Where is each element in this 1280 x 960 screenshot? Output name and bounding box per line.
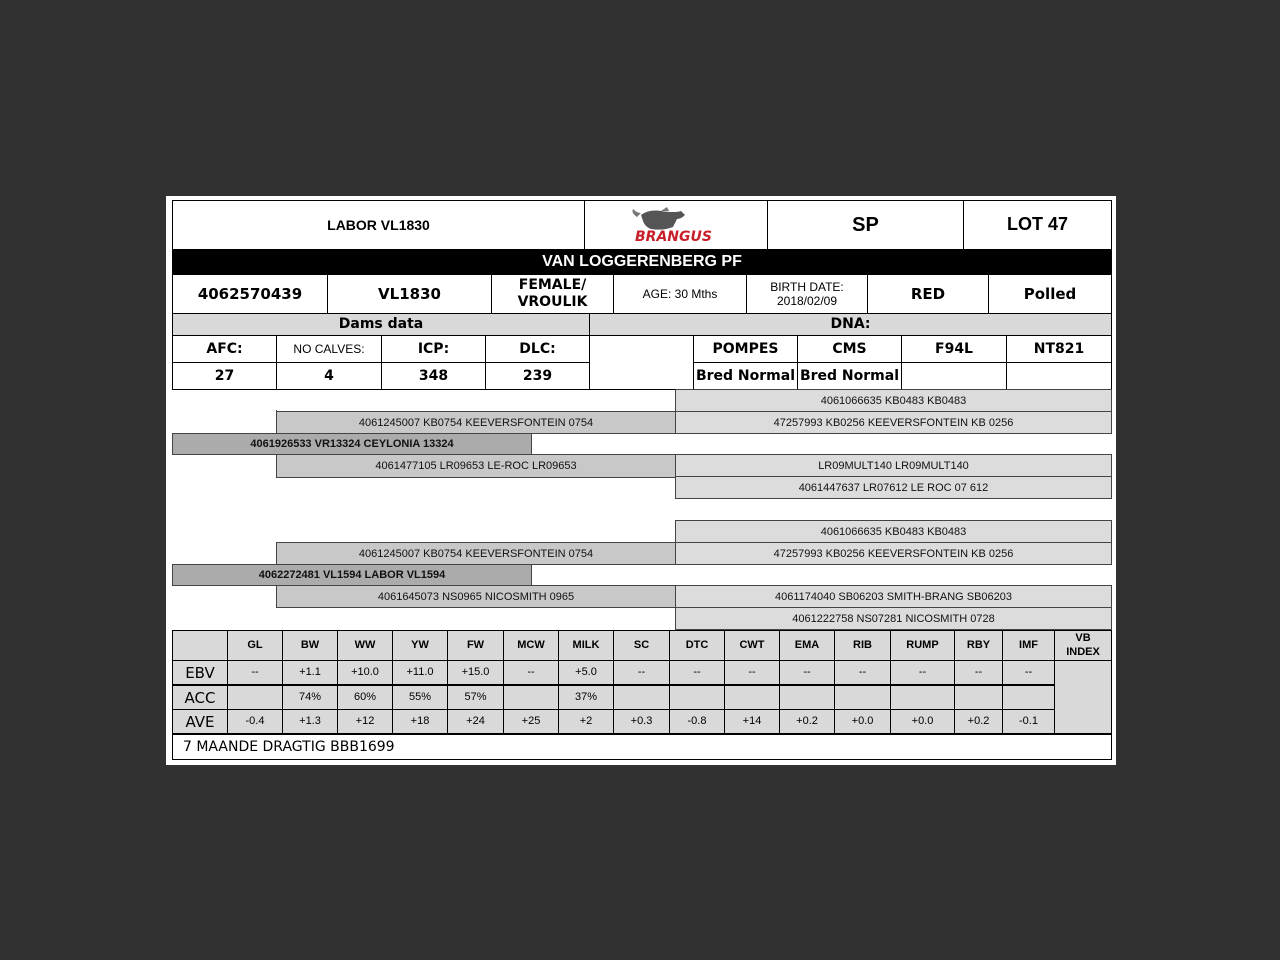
ebv-header-bw: BW <box>282 630 338 661</box>
ebv-cell: -- <box>890 660 955 685</box>
dams-value-dlc: 239 <box>485 362 590 390</box>
ebv-row-label-ave: AVE <box>172 709 228 734</box>
birth-date-value: 2018/02/09 <box>776 294 838 308</box>
dna-title: DNA: <box>589 313 1112 336</box>
ebv-cell: +18 <box>392 709 448 734</box>
ebv-header-rby: RBY <box>954 630 1003 661</box>
dna-value-f94l <box>901 362 1007 390</box>
pedigree-sire-dam: 4061477105 LR09653 LE-ROC LR09653 <box>276 454 676 478</box>
pedigree-sire: 4061926533 VR13324 CEYLONIA 13324 <box>172 433 532 455</box>
ebv-cell: +0.2 <box>954 709 1003 734</box>
ebv-cell: +15.0 <box>447 660 504 685</box>
ebv-header-rib: RIB <box>834 630 891 661</box>
pedigree-sire-dam-sire: LR09MULT140 LR09MULT140 <box>675 454 1112 477</box>
ebv-cell: -- <box>613 660 670 685</box>
brangus-logo <box>584 200 768 250</box>
ebv-cell <box>669 685 725 710</box>
ebv-cell: -- <box>227 660 283 685</box>
ebv-cell: 60% <box>337 685 393 710</box>
tag-number: VL1830 <box>327 274 492 314</box>
ebv-cell: +14 <box>724 709 780 734</box>
dna-header-nt821: NT821 <box>1006 335 1112 363</box>
ebv-cell <box>834 685 891 710</box>
ebv-header-gl: GL <box>227 630 283 661</box>
ebv-cell <box>724 685 780 710</box>
ebv-header-dtc: DTC <box>669 630 725 661</box>
ebv-cell: +0.0 <box>890 709 955 734</box>
ebv-row-label-ebv: EBV <box>172 660 228 685</box>
ebv-cell: +2 <box>558 709 614 734</box>
ebv-cell: -- <box>503 660 559 685</box>
ebv-cell: -- <box>669 660 725 685</box>
ebv-header-rump: RUMP <box>890 630 955 661</box>
color-field: RED <box>867 274 989 314</box>
ebv-cell: +0.0 <box>834 709 891 734</box>
ebv-cell: +25 <box>503 709 559 734</box>
sex-line2: VROULIK <box>517 294 588 310</box>
ebv-cell: -- <box>1002 660 1055 685</box>
ebv-cell: +24 <box>447 709 504 734</box>
ebv-cell <box>227 685 283 710</box>
pedigree-dam-sire-dam: 47257993 KB0256 KEEVERSFONTEIN KB 0256 <box>675 542 1112 565</box>
dams-data-title: Dams data <box>172 313 590 336</box>
ebv-cell: +5.0 <box>558 660 614 685</box>
dna-value-nt821 <box>1006 362 1112 390</box>
dna-value-cms: Bred Normal <box>797 362 902 390</box>
dna-header-cms: CMS <box>797 335 902 363</box>
dna-blank-cell <box>589 335 694 390</box>
ebv-cell: 37% <box>558 685 614 710</box>
ebv-cell: -0.8 <box>669 709 725 734</box>
dna-header-pompes: POMPES <box>693 335 798 363</box>
ebv-cell: +11.0 <box>392 660 448 685</box>
vb-index-vb_line1: VB <box>1075 632 1091 645</box>
ebv-header-milk: MILK <box>558 630 614 661</box>
vb-index-vb_line2: INDEX <box>1066 645 1100 658</box>
birth-date-label: BIRTH DATE: <box>770 279 844 294</box>
pedigree-dam-dam-sire: 4061174040 SB06203 SMITH-BRANG SB06203 <box>675 585 1112 608</box>
ebv-header-ww: WW <box>337 630 393 661</box>
ebv-header-sc: SC <box>613 630 670 661</box>
pedigree-sire-sire-sire: 4061066635 KB0483 KB0483 <box>675 389 1112 412</box>
dams-header-afc: AFC: <box>172 335 277 363</box>
animal-name: LABOR VL1830 <box>172 200 585 250</box>
ebv-header-fw: FW <box>447 630 504 661</box>
ebv-cell <box>890 685 955 710</box>
birth-date-field <box>746 274 868 314</box>
ebv-cell: 55% <box>392 685 448 710</box>
pedigree-dam: 4062272481 VL1594 LABOR VL1594 <box>172 564 532 586</box>
ebv-cell: -- <box>954 660 1003 685</box>
ebv-cell: 57% <box>447 685 504 710</box>
dams-value-icp: 348 <box>381 362 486 390</box>
dams-header-calves: NO CALVES: <box>276 335 382 363</box>
ebv-header-yw: YW <box>392 630 448 661</box>
pedigree-sire-sire-dam: 47257993 KB0256 KEEVERSFONTEIN KB 0256 <box>675 411 1112 434</box>
horn-field: Polled <box>988 274 1112 314</box>
ebv-cell: -- <box>779 660 835 685</box>
age-field: AGE: 30 Mths <box>613 274 747 314</box>
ebv-cell: -- <box>834 660 891 685</box>
ebv-vb-index-value <box>1054 660 1112 734</box>
registration-number: 4062570439 <box>172 274 328 314</box>
ebv-cell <box>613 685 670 710</box>
dna-header-f94l: F94L <box>901 335 1007 363</box>
svg-text:BRANGUS: BRANGUS <box>635 229 712 245</box>
ebv-cell: -0.4 <box>227 709 283 734</box>
ebv-cell <box>503 685 559 710</box>
code-badge: SP <box>767 200 964 250</box>
pedigree-sire-dam-dam: 4061447637 LR07612 LE ROC 07 612 <box>675 476 1112 499</box>
note-line: 7 MAANDE DRAGTIG BBB1699 <box>172 734 1112 760</box>
ebv-cell: +1.1 <box>282 660 338 685</box>
ebv-cell: 74% <box>282 685 338 710</box>
dams-value-calves: 4 <box>276 362 382 390</box>
ebv-cell <box>954 685 1003 710</box>
ebv-cell: +0.2 <box>779 709 835 734</box>
ebv-cell: +0.3 <box>613 709 670 734</box>
ebv-header-mcw: MCW <box>503 630 559 661</box>
ebv-cell: +1.3 <box>282 709 338 734</box>
ebv-cell: -- <box>724 660 780 685</box>
dna-value-pompes: Bred Normal <box>693 362 798 390</box>
ebv-header-ema: EMA <box>779 630 835 661</box>
ebv-cell: +12 <box>337 709 393 734</box>
bull-logo-icon <box>611 205 741 245</box>
sex-line1: FEMALE/ <box>518 277 587 294</box>
pedigree-dam-sire: 4061245007 KB0754 KEEVERSFONTEIN 0754 <box>276 542 676 565</box>
ebv-header-cwt: CWT <box>724 630 780 661</box>
ebv-cell: -0.1 <box>1002 709 1055 734</box>
dams-header-dlc: DLC: <box>485 335 590 363</box>
ebv-header-corner <box>172 630 228 661</box>
lot-card <box>166 196 1116 765</box>
ebv-row-label-acc: ACC <box>172 685 228 710</box>
ebv-cell: +10.0 <box>337 660 393 685</box>
pedigree-sire-sire: 4061245007 KB0754 KEEVERSFONTEIN 0754 <box>276 411 676 434</box>
dams-value-afc: 27 <box>172 362 277 390</box>
ebv-header-imf: IMF <box>1002 630 1055 661</box>
dams-header-icp: ICP: <box>381 335 486 363</box>
pedigree-dam-dam: 4061645073 NS0965 NICOSMITH 0965 <box>276 585 676 608</box>
ebv-cell <box>1002 685 1055 710</box>
pedigree-dam-dam-dam: 4061222758 NS07281 NICOSMITH 0728 <box>675 607 1112 630</box>
ebv-cell <box>779 685 835 710</box>
owner-bar: VAN LOGGERENBERG PF <box>172 249 1112 275</box>
lot-number: LOT 47 <box>963 200 1112 250</box>
ebv-header-vb-index <box>1054 630 1112 661</box>
sex-field <box>491 274 614 314</box>
pedigree-dam-sire-sire: 4061066635 KB0483 KB0483 <box>675 520 1112 543</box>
